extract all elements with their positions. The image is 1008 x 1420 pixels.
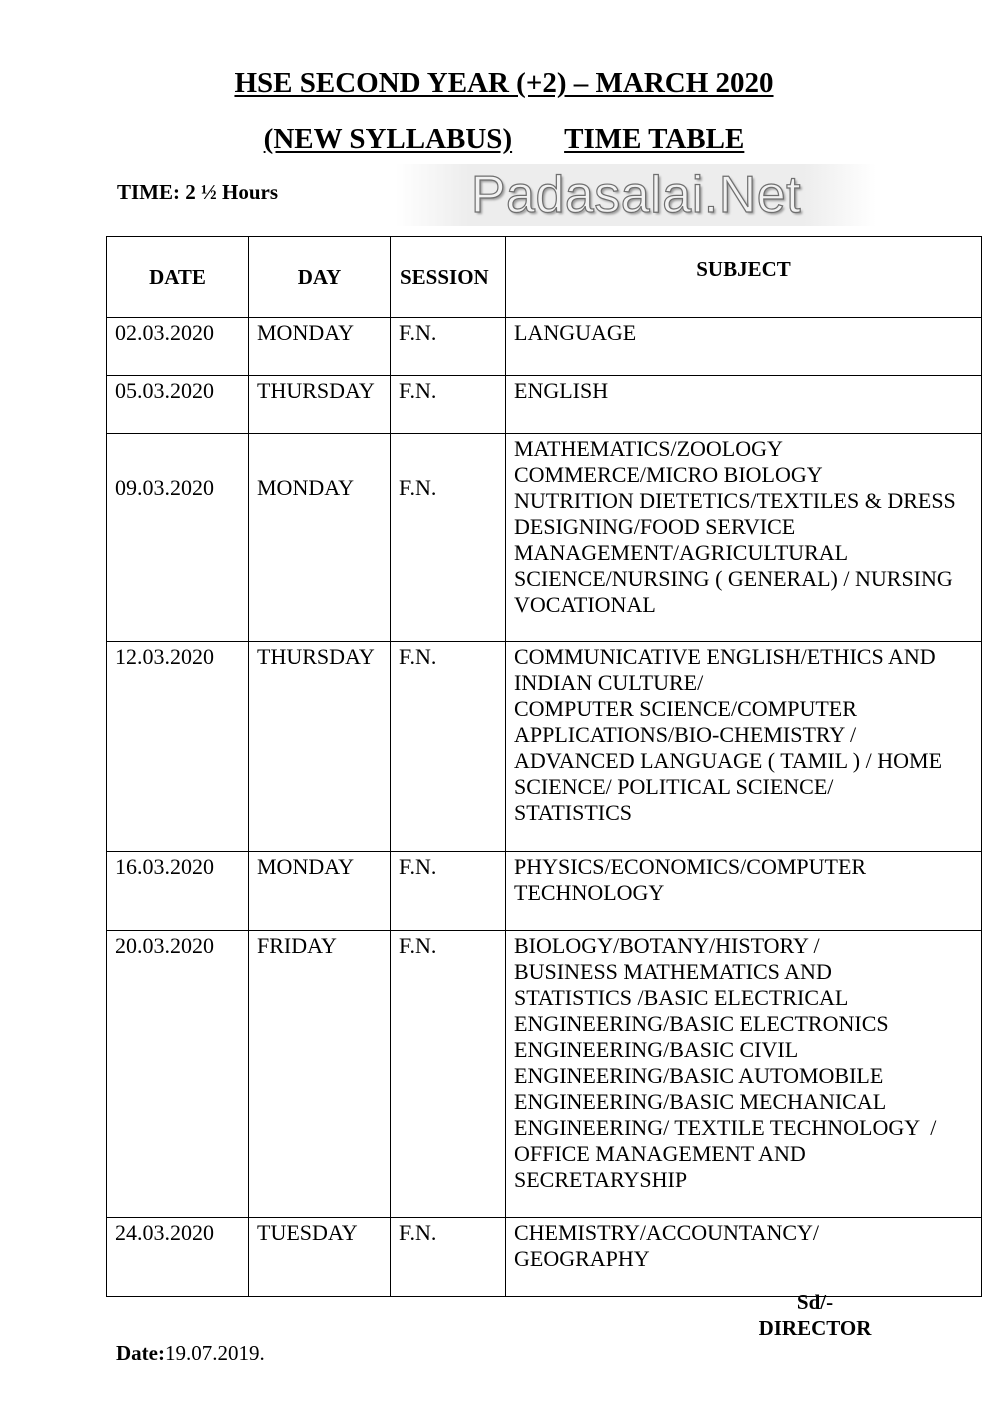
subject-line: BUSINESS MATHEMATICS AND bbox=[514, 959, 832, 984]
subject-line: OFFICE MANAGEMENT AND bbox=[514, 1141, 806, 1166]
cell-date: 02.03.2020 bbox=[107, 318, 249, 376]
subject-line: NUTRITION DIETETICS/TEXTILES & DRESS bbox=[514, 488, 956, 513]
subject-line: BIOLOGY/BOTANY/HISTORY / bbox=[514, 933, 820, 958]
title-syllabus: (NEW SYLLABUS) bbox=[263, 123, 513, 155]
table-header-row bbox=[107, 237, 982, 318]
subject-line: LANGUAGE bbox=[514, 320, 637, 345]
cell-session: F.N. bbox=[391, 1218, 506, 1297]
issue-date bbox=[116, 1341, 265, 1366]
title-line1: HSE SECOND YEAR (+2) – MARCH 2020 bbox=[234, 67, 774, 99]
cell-date: 05.03.2020 bbox=[107, 376, 249, 434]
subject-line: STATISTICS bbox=[514, 800, 633, 825]
subject-line: TECHNOLOGY bbox=[514, 880, 665, 905]
column-header-day: DAY bbox=[249, 237, 391, 318]
cell-subject bbox=[506, 642, 982, 852]
table-row bbox=[107, 1218, 982, 1297]
subject-line: STATISTICS /BASIC ELECTRICAL bbox=[514, 985, 849, 1010]
subject-line: ENGINEERING/BASIC MECHANICAL bbox=[514, 1089, 887, 1114]
subject-line: ENGINEERING/BASIC CIVIL bbox=[514, 1037, 799, 1062]
cell-date: 24.03.2020 bbox=[107, 1218, 249, 1297]
subject-line: COMMUNICATIVE ENGLISH/ETHICS AND bbox=[514, 644, 936, 669]
cell-session: F.N. bbox=[391, 376, 506, 434]
date-label: Date: bbox=[116, 1341, 165, 1365]
cell-subject bbox=[506, 852, 982, 931]
cell-subject bbox=[506, 931, 982, 1218]
cell-date: 20.03.2020 bbox=[107, 931, 249, 1218]
subject-line: MATHEMATICS/ZOOLOGY bbox=[514, 436, 783, 461]
table-row bbox=[107, 434, 982, 642]
cell-subject bbox=[506, 1218, 982, 1297]
subject-line: PHYSICS/ECONOMICS/COMPUTER bbox=[514, 854, 867, 879]
subject-line: COMMERCE/MICRO BIOLOGY bbox=[514, 462, 823, 487]
cell-session: F.N. bbox=[391, 642, 506, 852]
cell-day: THURSDAY bbox=[249, 642, 391, 852]
subject-line: SECRETARYSHIP bbox=[514, 1167, 688, 1192]
cell-day: MONDAY bbox=[249, 318, 391, 376]
table-row bbox=[107, 642, 982, 852]
cell-day: MONDAY bbox=[249, 852, 391, 931]
subject-line: VOCATIONAL bbox=[514, 592, 656, 617]
cell-day: THURSDAY bbox=[249, 376, 391, 434]
subject-line: MANAGEMENT/AGRICULTURAL bbox=[514, 540, 849, 565]
signature-sd: Sd/- bbox=[796, 1290, 834, 1314]
time-label: TIME: 2 ½ Hours bbox=[117, 180, 279, 204]
subject-line: GEOGRAPHY bbox=[514, 1246, 650, 1271]
cell-session: F.N. bbox=[391, 318, 506, 376]
cell-date: 09.03.2020 bbox=[107, 434, 249, 642]
subject-line: ENGLISH bbox=[514, 378, 609, 403]
page-subtitle bbox=[0, 122, 1008, 156]
subject-line: APPLICATIONS/BIO-CHEMISTRY / bbox=[514, 722, 857, 747]
column-header-subject: SUBJECT bbox=[506, 237, 982, 318]
table-row bbox=[107, 376, 982, 434]
cell-subject bbox=[506, 434, 982, 642]
cell-day: MONDAY bbox=[249, 434, 391, 642]
timetable bbox=[106, 236, 982, 1297]
column-header-session: SESSION bbox=[391, 237, 506, 318]
subject-line: ENGINEERING/BASIC ELECTRONICS bbox=[514, 1011, 889, 1036]
date-value: 19.07.2019. bbox=[164, 1341, 265, 1365]
column-header-date: DATE bbox=[107, 237, 249, 318]
subject-line: DESIGNING/FOOD SERVICE bbox=[514, 514, 796, 539]
cell-session: F.N. bbox=[391, 434, 506, 642]
subject-line: SCIENCE/ POLITICAL SCIENCE/ bbox=[514, 774, 834, 799]
subject-line: INDIAN CULTURE/ bbox=[514, 670, 704, 695]
cell-session: F.N. bbox=[391, 852, 506, 931]
watermark: Padasalai.Net bbox=[396, 164, 876, 226]
subject-line: ADVANCED LANGUAGE ( TAMIL ) / HOME bbox=[514, 748, 943, 773]
signature-director: DIRECTOR bbox=[758, 1316, 872, 1340]
table-row bbox=[107, 318, 982, 376]
cell-subject bbox=[506, 376, 982, 434]
cell-session: F.N. bbox=[391, 931, 506, 1218]
title-timetable: TIME TABLE bbox=[564, 123, 745, 155]
cell-date: 16.03.2020 bbox=[107, 852, 249, 931]
cell-subject bbox=[506, 318, 982, 376]
subject-line: CHEMISTRY/ACCOUNTANCY/ bbox=[514, 1220, 820, 1245]
table-row bbox=[107, 931, 982, 1218]
subject-line: ENGINEERING/BASIC AUTOMOBILE bbox=[514, 1063, 884, 1088]
table-row bbox=[107, 852, 982, 931]
page-title bbox=[0, 66, 1008, 100]
subject-line: ENGINEERING/ TEXTILE TECHNOLOGY / bbox=[514, 1115, 937, 1140]
subject-line: SCIENCE/NURSING ( GENERAL) / NURSING bbox=[514, 566, 953, 591]
cell-day: FRIDAY bbox=[249, 931, 391, 1218]
cell-day: TUESDAY bbox=[249, 1218, 391, 1297]
cell-date: 12.03.2020 bbox=[107, 642, 249, 852]
subject-line: COMPUTER SCIENCE/COMPUTER bbox=[514, 696, 857, 721]
